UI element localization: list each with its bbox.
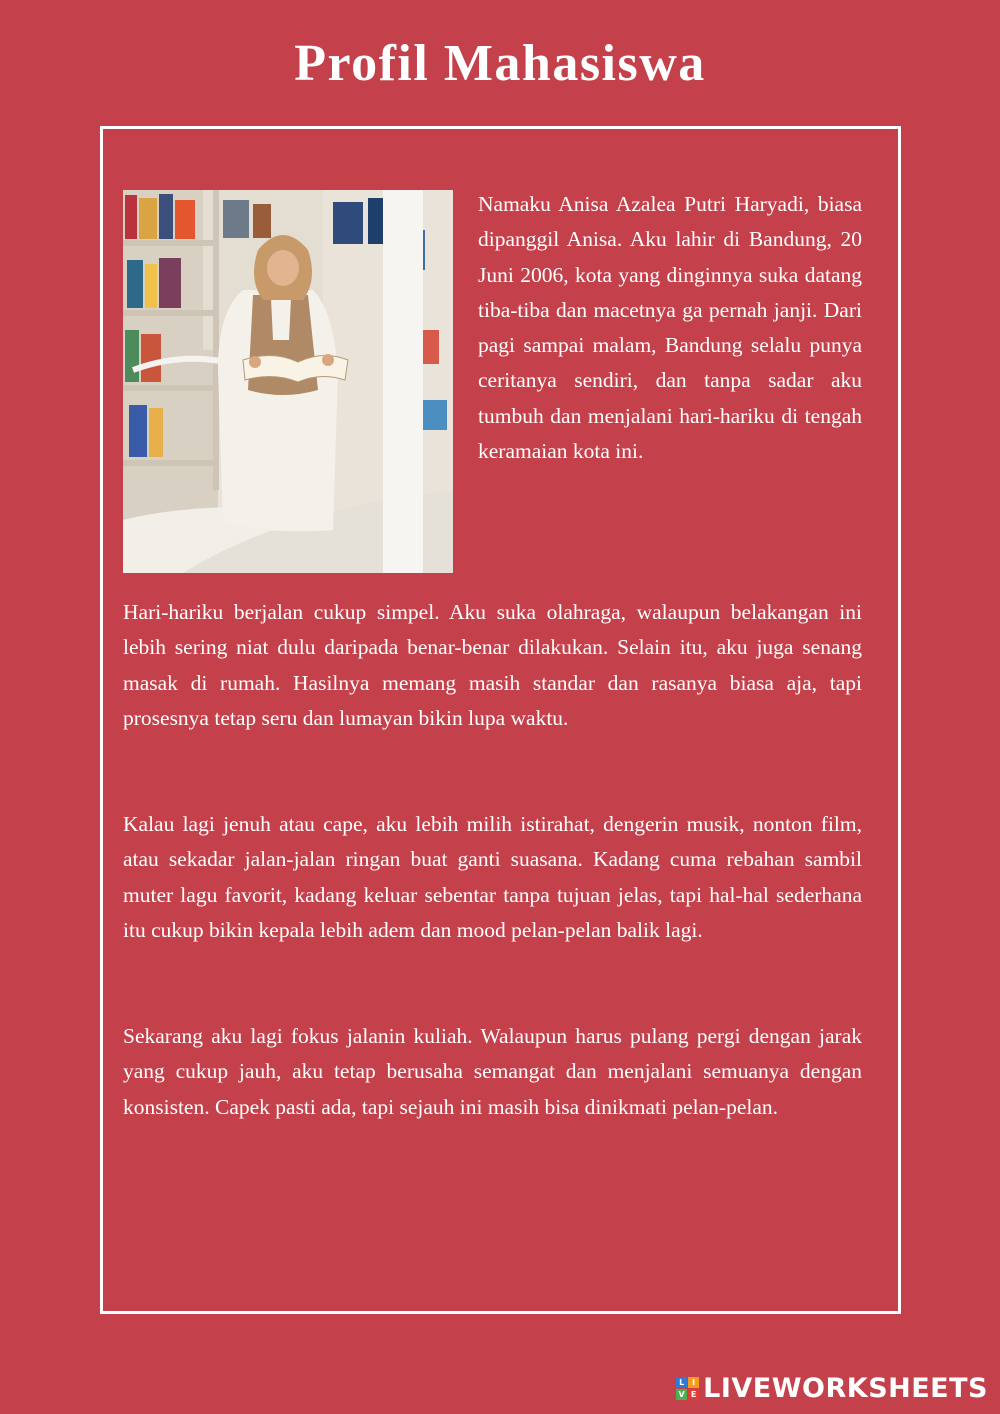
profile-photo (123, 190, 453, 573)
logo-icon (676, 1377, 699, 1400)
logo-letter: L (676, 1377, 687, 1388)
intro-paragraph: Namaku Anisa Azalea Putri Haryadi, biasa dipanggil Anisa. Aku lahir di Bandung, 20 Juni 2006, kota yang dinginnya suka datang tiba-tiba dan macetnya ga pernah janji. Dari pagi sampai malam, Bandung selalu punya ceritanya sendiri, dan tanpa sadar aku tumbuh dan menjalani hari-hariku di tengah keramaian kota ini. (478, 192, 862, 464)
body-paragraph: Kalau lagi jenuh atau cape, aku lebih milih istirahat, dengerin musik, nonton film, atau sekadar jalan-jalan ringan buat ganti suasana. Kadang cuma rebahan sambil muter lagu favorit, kadang keluar sebentar tanpa tujuan jelas, tapi hal-hal sederhana itu cukup bikin kepala lebih adem dan mood pelan-pelan balik lagi. (123, 812, 862, 942)
liveworksheets-logo[interactable] (676, 1373, 988, 1404)
logo-letter: V (676, 1389, 687, 1400)
brand-name: LIVEWORKSHEETS (703, 1373, 988, 1404)
logo-letter: E (688, 1389, 699, 1400)
logo-letter: I (688, 1377, 699, 1388)
body-paragraph: Hari-hariku berjalan cukup simpel. Aku suka olahraga, walaupun belakangan ini lebih sering niat dulu daripada benar-benar dilakukan. Selain itu, aku juga senang masak di rumah. Hasilnya memang masih standar dan rasanya biasa aja, tapi prosesnya tetap seru dan lumayan bikin lupa waktu. (123, 600, 862, 730)
page-title: Profil Mahasiswa (294, 35, 706, 92)
body-paragraph: Sekarang aku lagi fokus jalanin kuliah. Walaupun harus pulang pergi dengan jarak yang cukup jauh, aku tetap berusaha semangat dan menjalani semuanya dengan konsisten. Capek pasti ada, tapi sejauh ini masih bisa dinikmati pelan-pelan. (123, 1024, 862, 1119)
